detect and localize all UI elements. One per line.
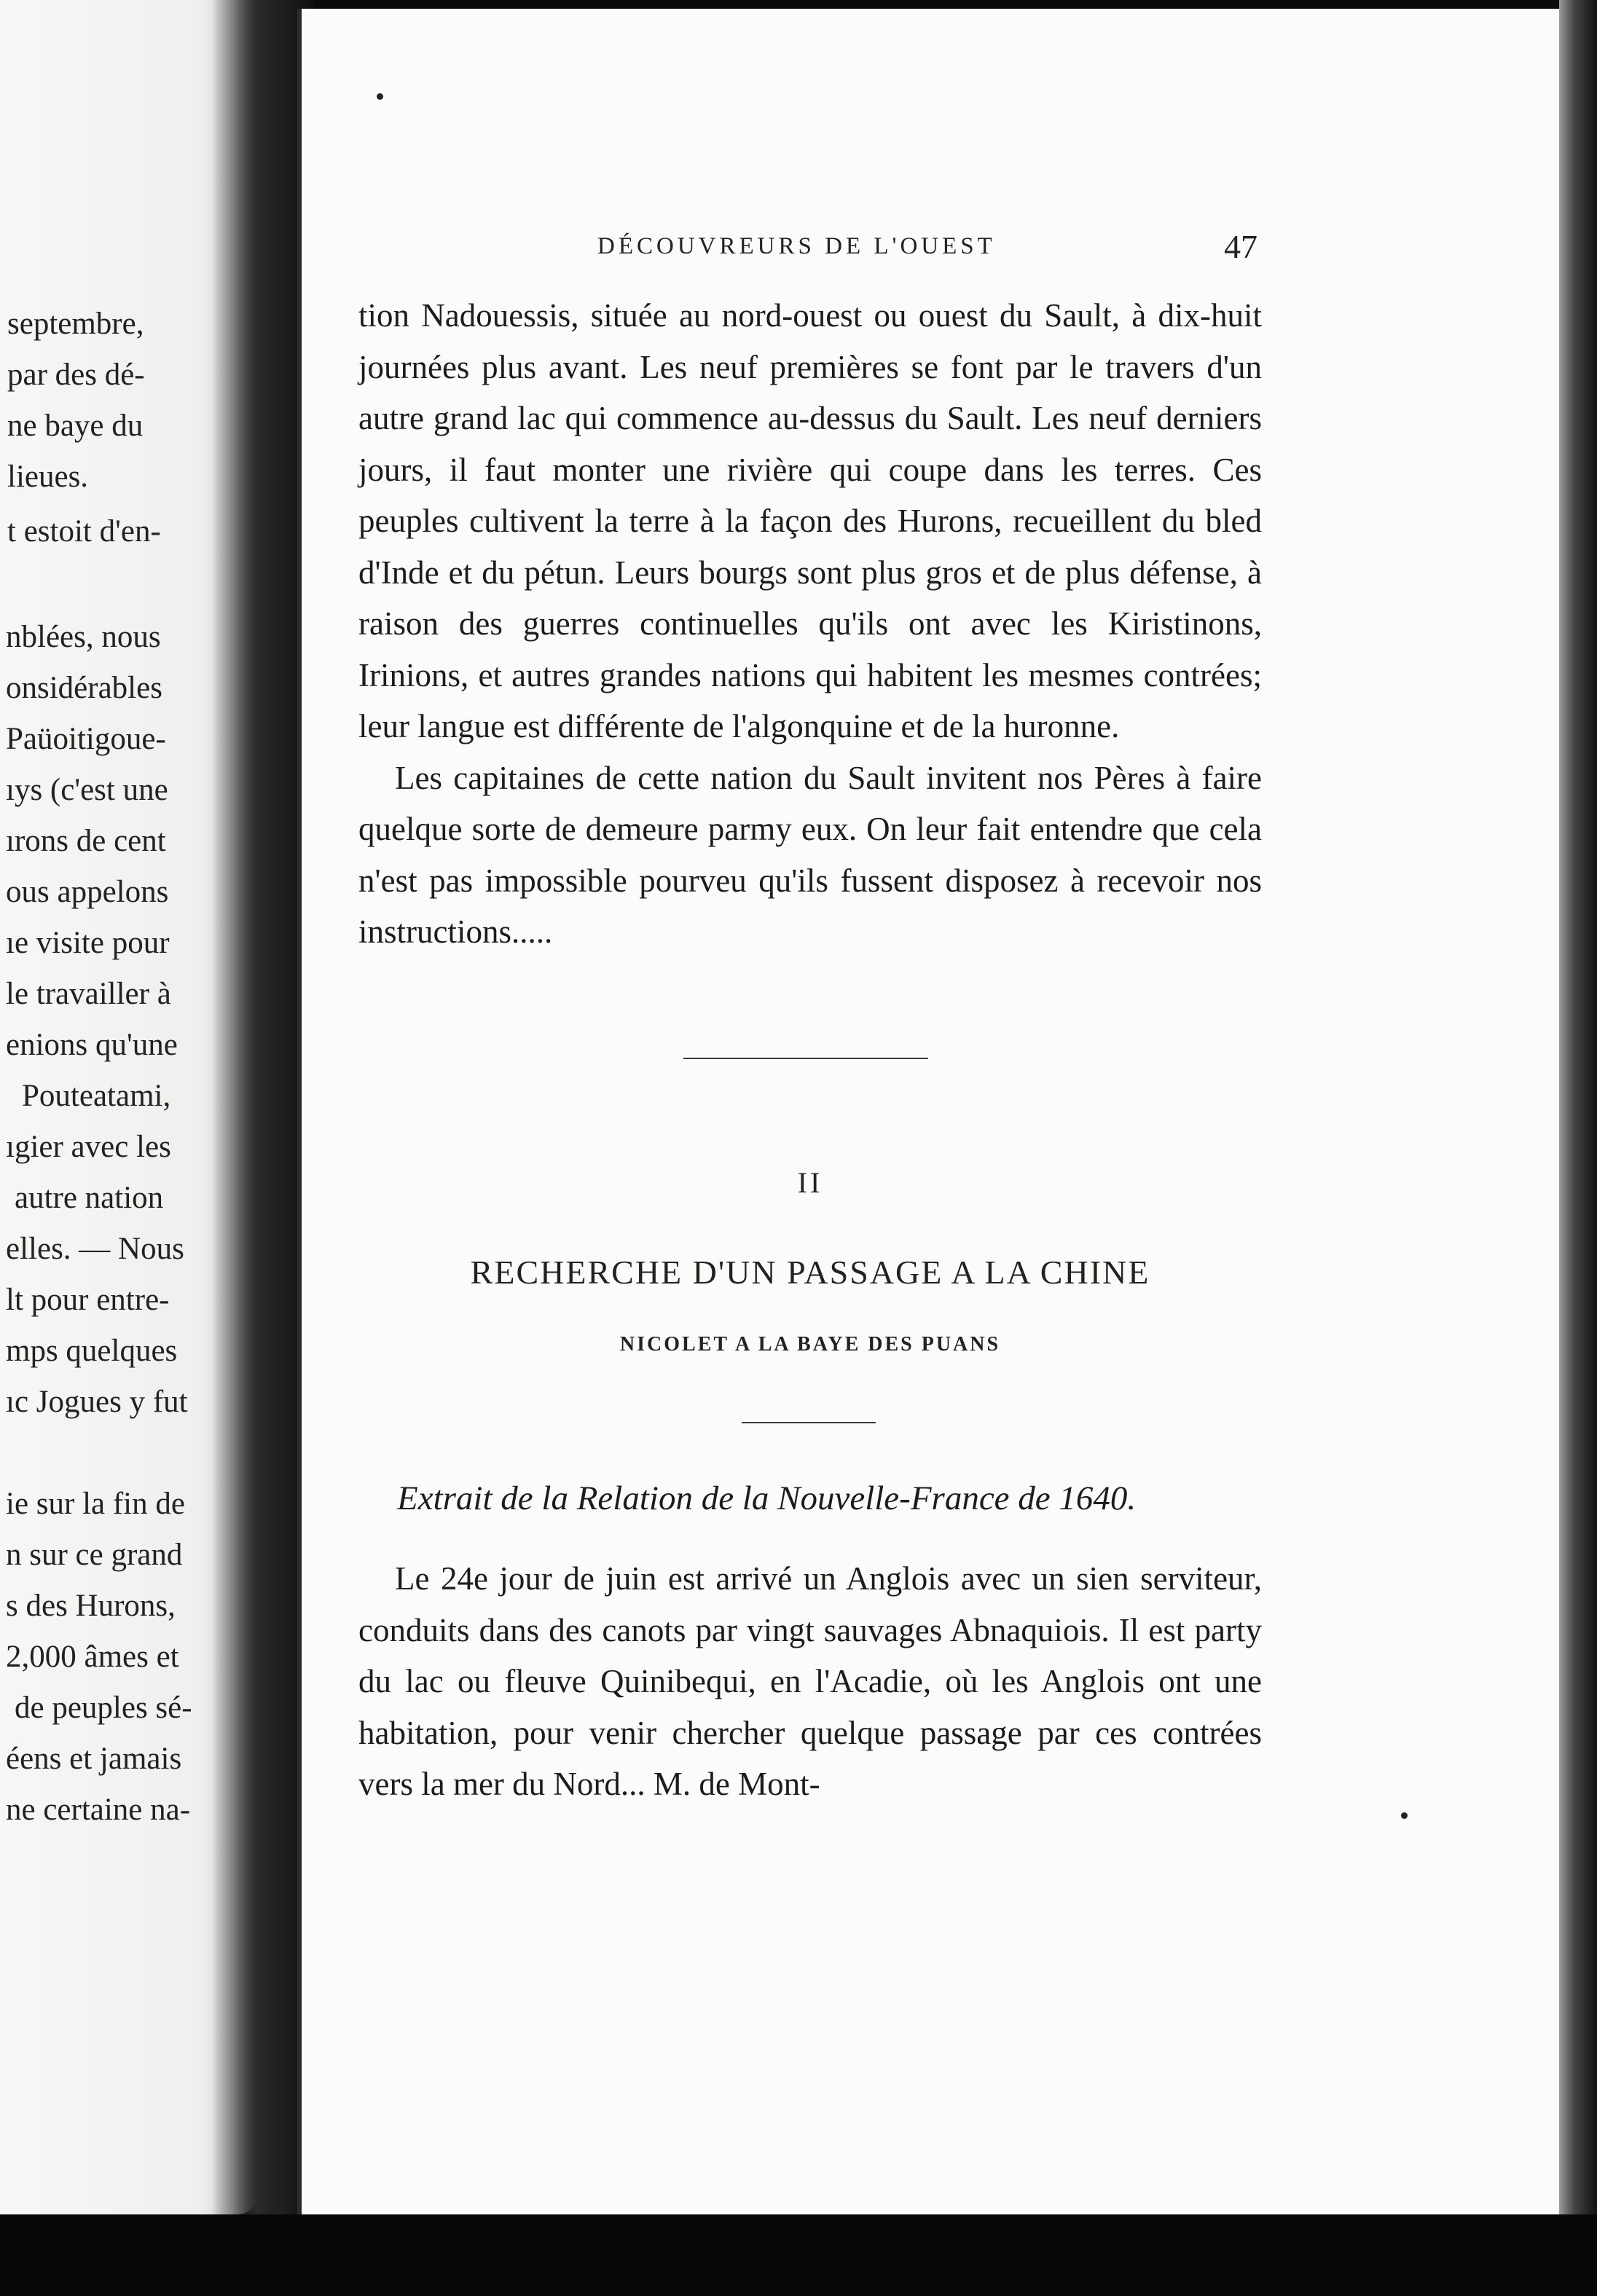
section-subtitle: NICOLET A LA BAYE DES PUANS <box>619 1333 1001 1356</box>
divider <box>742 1422 876 1423</box>
previous-page-line: 2,000 âmes et <box>6 1640 179 1674</box>
paragraph: Le 24e jour de juin est arrivé un Anglois avec un sien serviteur, conduits dans des canots par vingt sauvages Abnaquiois. Il est party du lac ou fleuve Quinibequi, en l'Acadie, où les Anglois ont une habitation, pour venir chercher quelque passage par ces contrées vers la mer du Nord... M. de Mont- <box>358 1560 1262 1802</box>
page-number: 47 <box>1224 228 1257 265</box>
body-text <box>358 290 1262 958</box>
speck <box>1401 1812 1408 1819</box>
scan-border <box>0 2214 1597 2296</box>
running-head: DÉCOUVREURS DE L'OUEST <box>597 233 996 259</box>
previous-page-line: ıgier avec les <box>6 1130 171 1164</box>
previous-page-line: le travailler à <box>6 977 171 1011</box>
previous-page-line: n sur ce grand <box>6 1538 183 1572</box>
section-title: RECHERCHE D'UN PASSAGE A LA CHINE <box>470 1254 1150 1291</box>
previous-page-line: ous appelons <box>6 875 169 909</box>
previous-page-line: ie sur la fin de <box>6 1487 185 1521</box>
divider <box>683 1058 928 1059</box>
previous-page-line: s des Hurons, <box>6 1589 176 1623</box>
previous-page-line: t estoit d'en- <box>7 514 161 549</box>
previous-page-line: ıc Jogues y fut <box>6 1385 188 1419</box>
previous-page-line: lieues. <box>7 460 89 494</box>
previous-page-line: ıe visite pour <box>6 926 170 960</box>
previous-page-line: elles. — Nous <box>6 1232 184 1266</box>
previous-page-line: ırons de cent <box>6 824 166 858</box>
previous-page-line: éens et jamais <box>6 1742 182 1776</box>
previous-page-line: ıys (c'est une <box>6 773 168 807</box>
previous-page-line: enions qu'une <box>6 1028 178 1062</box>
previous-page-line: ne baye du <box>7 409 144 443</box>
section-number: II <box>797 1166 823 1199</box>
previous-page-line: mps quelques <box>6 1334 178 1368</box>
previous-page-line: par des dé- <box>7 358 145 392</box>
previous-page-line: de peuples sé- <box>15 1691 192 1725</box>
paragraph: tion Nadouessis, située au nord-ouest ou ouest du Sault, à dix-huit journées plus avant. Les neuf premières se font par le travers d'un autre grand lac qui commence au-dessus du Sault. Les neuf derniers jours, il faut monter une rivière qui coupe dans les terres. Ces peuples cultivent la terre à la façon des Hurons, recueillent du bled d'Inde et du pétun. Leurs bourgs sont plus gros et de plus défense, à raison des guerres continuelles qu'ils ont avec les Kiristinons, Irinions, et autres grandes nations qui habitent les mesmes contrées; leur langue est différente de l'algonquine et de la huronne. <box>358 297 1262 744</box>
extract-heading: Extrait de la Relation de la Nouvelle-France de 1640. <box>397 1479 1137 1517</box>
previous-page-line: lt pour entre- <box>6 1283 170 1317</box>
previous-page-line: nblées, nous <box>6 620 161 654</box>
speck <box>377 93 383 100</box>
previous-page-line: Pouteatami, <box>22 1079 171 1113</box>
previous-page-line: ne certaine na- <box>6 1793 191 1827</box>
page-edge <box>1559 0 1597 2296</box>
previous-page-line: autre nation <box>15 1181 164 1215</box>
extract-text <box>358 1553 1262 1810</box>
paragraph: Les capitaines de cette nation du Sault invitent nos Pères à faire quelque sorte de demeure parmy eux. On leur fait entendre que cela n'est pas impossible pourveu qu'ils fussent disposez à recevoir nos instructions..... <box>358 759 1262 950</box>
previous-page-line: Paüoitigoue- <box>6 722 166 756</box>
previous-page-line: onsidérables <box>6 671 162 705</box>
previous-page-line: septembre, <box>7 307 144 341</box>
